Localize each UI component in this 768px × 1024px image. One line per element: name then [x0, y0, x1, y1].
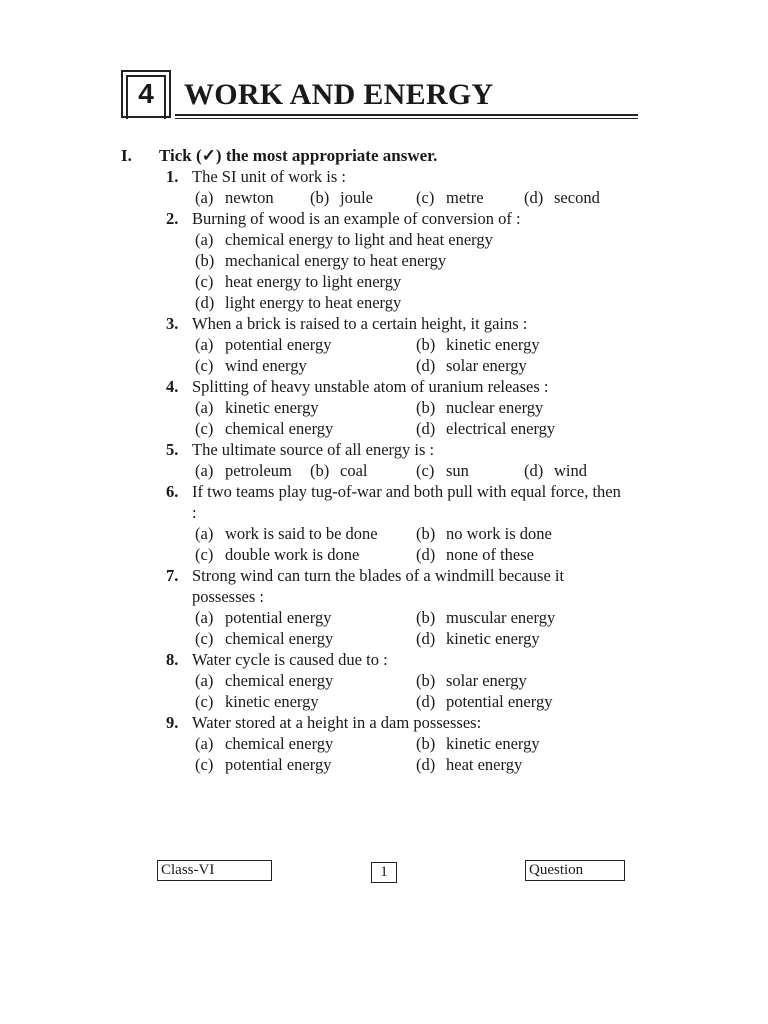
option-text: potential energy: [225, 335, 332, 354]
answer-option: [416, 544, 534, 565]
option-text: newton: [225, 188, 274, 207]
question-number: 6.: [166, 482, 179, 501]
answer-option: [195, 334, 331, 355]
option-text: petroleum: [225, 461, 292, 480]
answer-option: [416, 628, 540, 649]
answer-option: [416, 397, 543, 418]
question-text: When a brick is raised to a certain height, it gains :: [192, 314, 528, 333]
option-row: [0, 460, 768, 481]
question-item: [0, 565, 768, 649]
option-text: double work is done: [225, 545, 360, 564]
option-text: potential energy: [446, 692, 553, 711]
question-number: 4.: [166, 377, 179, 396]
question-number: 7.: [166, 566, 179, 585]
option-label: (d): [416, 755, 436, 774]
option-text: kinetic energy: [446, 629, 540, 648]
answer-option: [416, 691, 552, 712]
option-text: work is said to be done: [225, 524, 378, 543]
answer-option: [195, 670, 333, 691]
option-text: sun: [446, 461, 469, 480]
option-label: (b): [416, 608, 436, 627]
option-label: (c): [195, 545, 214, 564]
option-label: (d): [416, 629, 436, 648]
answer-option: [195, 460, 292, 481]
answer-option: [195, 628, 333, 649]
answer-option: [195, 250, 446, 271]
answer-option: [195, 292, 401, 313]
option-text: coal: [340, 461, 368, 480]
footer-class-label: Class-VI: [157, 860, 272, 881]
option-text: no work is done: [446, 524, 552, 543]
answer-option: [416, 334, 540, 355]
title-rule: [175, 114, 638, 116]
option-label: (d): [524, 461, 544, 480]
option-text: light energy to heat energy: [225, 293, 402, 312]
question-item: [0, 166, 768, 208]
option-text: electrical energy: [446, 419, 556, 438]
question-list: [0, 166, 768, 775]
answer-option: [416, 754, 522, 775]
option-text: solar energy: [446, 356, 527, 375]
option-row: [0, 607, 768, 628]
question-item: [0, 712, 768, 775]
option-row: [0, 187, 768, 208]
answer-option: [416, 355, 527, 376]
option-label: (b): [195, 251, 215, 270]
option-row: [0, 292, 768, 313]
option-row: [0, 418, 768, 439]
option-label: (c): [195, 629, 214, 648]
option-row: [0, 334, 768, 355]
answer-option: [524, 187, 600, 208]
title-rule-thin: [175, 118, 638, 119]
option-text: kinetic energy: [446, 734, 540, 753]
option-text: chemical energy: [225, 629, 334, 648]
answer-option: [416, 418, 555, 439]
option-label: (a): [195, 335, 214, 354]
option-label: (c): [195, 755, 214, 774]
option-text: mechanical energy to heat energy: [225, 251, 447, 270]
option-row: [0, 250, 768, 271]
section-instruction: Tick (✓) the most appropriate answer.: [159, 146, 438, 165]
answer-option: [195, 187, 274, 208]
option-label: (d): [195, 293, 215, 312]
option-label: (b): [416, 671, 436, 690]
option-text: chemical energy: [225, 419, 334, 438]
option-row: [0, 523, 768, 544]
option-row: [0, 670, 768, 691]
option-label: (a): [195, 188, 214, 207]
question-item: [0, 481, 768, 565]
option-text: wind energy: [225, 356, 307, 375]
option-label: (d): [524, 188, 544, 207]
option-text: metre: [446, 188, 484, 207]
question-item: [0, 313, 768, 376]
question-number: 2.: [166, 209, 179, 228]
option-label: (d): [416, 356, 436, 375]
answer-option: [195, 397, 319, 418]
question-item: [0, 439, 768, 481]
section-number: I.: [121, 146, 132, 165]
option-label: (c): [195, 419, 214, 438]
option-row: [0, 544, 768, 565]
option-label: (d): [416, 692, 436, 711]
option-label: (a): [195, 734, 214, 753]
answer-option: [524, 460, 587, 481]
option-text: chemical energy to light and heat energy: [225, 230, 493, 249]
option-label: (b): [416, 524, 436, 543]
option-text: muscular energy: [446, 608, 556, 627]
answer-option: [195, 271, 401, 292]
option-row: [0, 733, 768, 754]
chapter-number: 4: [138, 78, 154, 109]
answer-option: [416, 523, 552, 544]
question-text: If two teams play tug-of-war and both pull with equal force, then :: [192, 482, 621, 522]
option-text: joule: [340, 188, 373, 207]
option-text: potential energy: [225, 608, 332, 627]
answer-option: [195, 229, 493, 250]
option-text: wind: [554, 461, 587, 480]
question-number: 3.: [166, 314, 179, 333]
chapter-title: WORK AND ENERGY: [184, 78, 494, 111]
answer-option: [416, 607, 555, 628]
option-text: potential energy: [225, 755, 332, 774]
option-row: [0, 628, 768, 649]
option-text: heat energy: [446, 755, 523, 774]
option-row: [0, 355, 768, 376]
question-text: Strong wind can turn the blades of a windmill because it possesses :: [192, 566, 565, 606]
answer-option: [310, 460, 367, 481]
question-text: Water cycle is caused due to :: [192, 650, 388, 669]
option-text: kinetic energy: [225, 398, 319, 417]
option-label: (a): [195, 671, 214, 690]
option-label: (a): [195, 398, 214, 417]
option-text: none of these: [446, 545, 534, 564]
option-text: chemical energy: [225, 734, 334, 753]
question-number: 9.: [166, 713, 179, 732]
option-text: chemical energy: [225, 671, 334, 690]
question-number: 1.: [166, 167, 179, 186]
option-text: kinetic energy: [446, 335, 540, 354]
question-text: Burning of wood is an example of conversion of :: [192, 209, 521, 228]
option-row: [0, 754, 768, 775]
option-label: (d): [416, 545, 436, 564]
answer-option: [416, 460, 469, 481]
question-text: The SI unit of work is :: [192, 167, 346, 186]
option-row: [0, 397, 768, 418]
option-text: second: [554, 188, 600, 207]
answer-option: [195, 607, 331, 628]
option-label: (c): [416, 188, 435, 207]
option-label: (b): [416, 335, 436, 354]
option-label: (b): [310, 461, 330, 480]
answer-option: [195, 544, 359, 565]
option-label: (c): [195, 692, 214, 711]
answer-option: [195, 691, 319, 712]
option-label: (b): [310, 188, 330, 207]
footer-page-number: 1: [371, 862, 397, 883]
question-text: The ultimate source of all energy is :: [192, 440, 435, 459]
answer-option: [195, 355, 307, 376]
answer-option: [416, 187, 484, 208]
question-text: Splitting of heavy unstable atom of uranium releases :: [192, 377, 549, 396]
option-label: (d): [416, 419, 436, 438]
option-label: (a): [195, 230, 214, 249]
option-label: (c): [195, 356, 214, 375]
answer-option: [416, 670, 527, 691]
question-text: Water stored at a height in a dam possesses:: [192, 713, 482, 732]
option-label: (c): [416, 461, 435, 480]
answer-option: [195, 754, 331, 775]
option-label: (b): [416, 734, 436, 753]
answer-option: [416, 733, 540, 754]
answer-option: [195, 523, 378, 544]
option-label: (a): [195, 461, 214, 480]
question-item: [0, 649, 768, 712]
answer-option: [195, 733, 333, 754]
option-text: heat energy to light energy: [225, 272, 402, 291]
option-row: [0, 691, 768, 712]
option-row: [0, 229, 768, 250]
chapter-number-box: [121, 70, 171, 118]
answer-option: [310, 187, 373, 208]
option-label: (c): [195, 272, 214, 291]
option-text: kinetic energy: [225, 692, 319, 711]
footer-type-label: Question: [525, 860, 625, 881]
option-label: (a): [195, 608, 214, 627]
option-row: [0, 271, 768, 292]
option-label: (b): [416, 398, 436, 417]
question-number: 5.: [166, 440, 179, 459]
question-item: [0, 376, 768, 439]
question-item: [0, 208, 768, 313]
answer-option: [195, 418, 333, 439]
option-label: (a): [195, 524, 214, 543]
option-text: nuclear energy: [446, 398, 544, 417]
question-number: 8.: [166, 650, 179, 669]
option-text: solar energy: [446, 671, 527, 690]
